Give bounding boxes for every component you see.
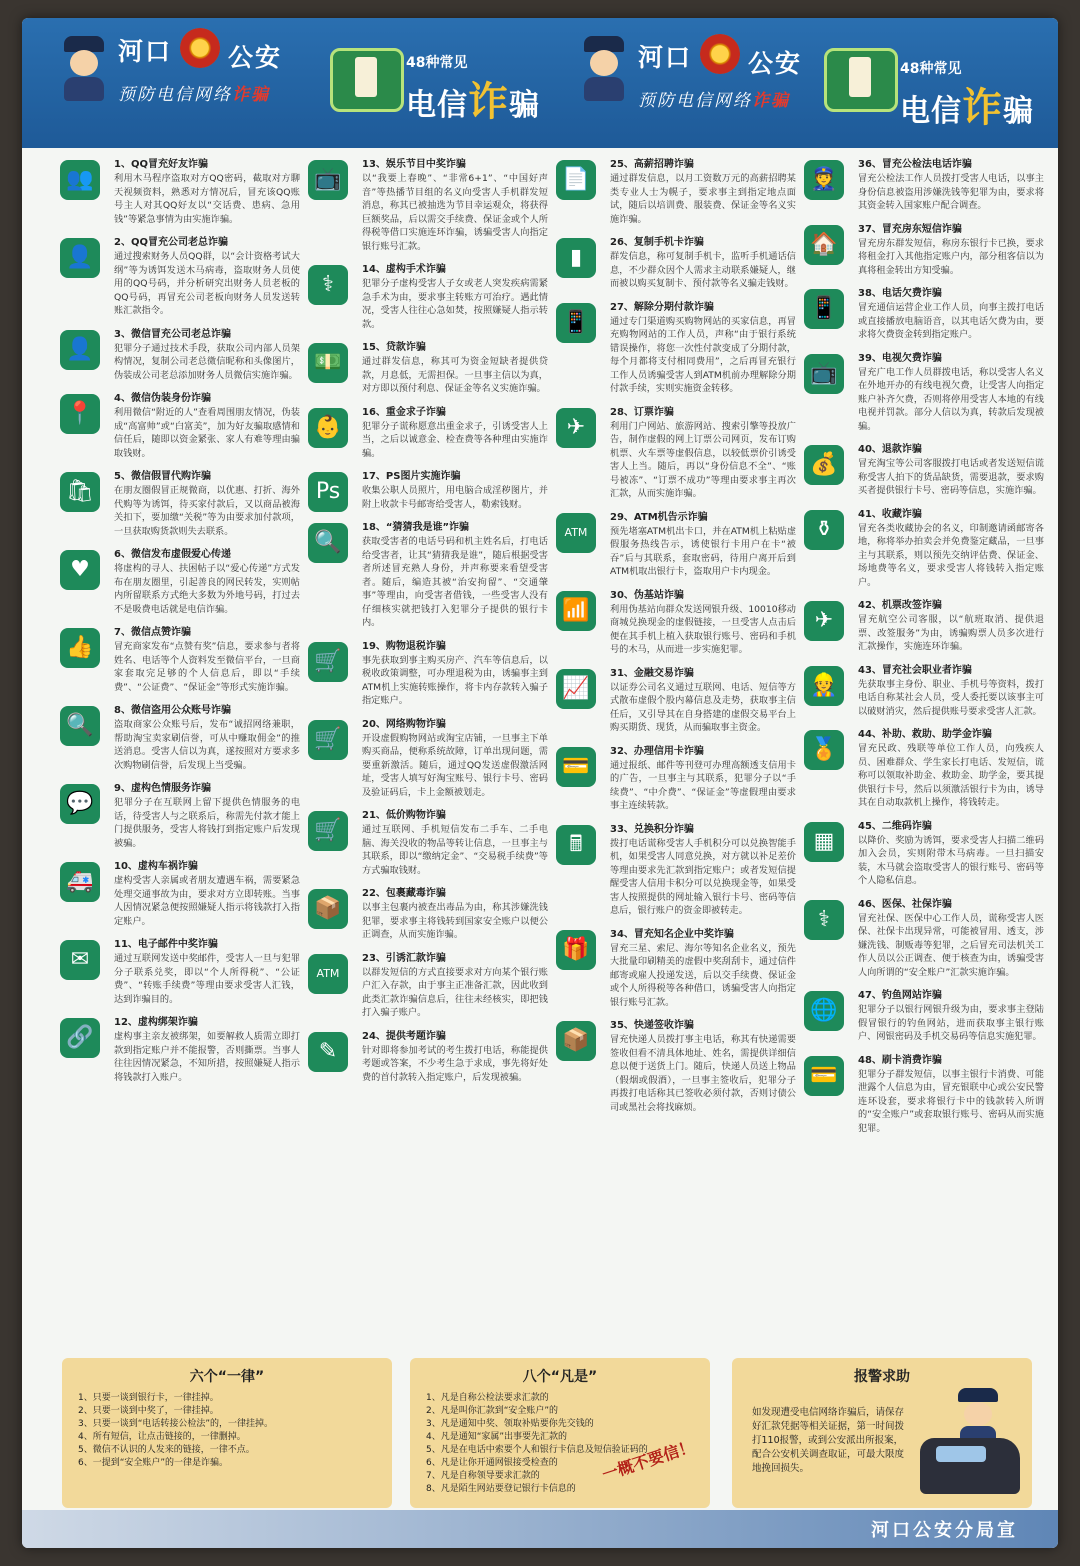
fraud-item: [308, 640, 548, 708]
panel-eight-whenever-title: 八个“凡是”: [522, 1369, 598, 1385]
mobile-icon: 📱: [804, 289, 844, 329]
people-icon: 👥: [60, 160, 100, 200]
fraud-item-title: 47、钓鱼网站诈骗: [858, 990, 942, 1001]
list-item: 3、只要一谈到“电话转接公检法”的，一律挂掉。: [78, 1419, 274, 1429]
search-icon: 🔍: [60, 706, 100, 746]
package-icon: 📦: [308, 889, 348, 929]
header-title-right: [824, 28, 1054, 138]
fraud-item-title: 29、ATM机告示诈骗: [610, 511, 708, 523]
fraud-item: [60, 158, 300, 226]
gift-icon: 🎁: [556, 930, 596, 970]
qrcode-icon: ▦: [804, 822, 844, 862]
header-police-brand-left: [62, 28, 342, 138]
poster-header: [22, 18, 1058, 148]
fraud-item-title: 16、重金求子诈骗: [362, 406, 446, 418]
cv-icon: 📄: [556, 160, 596, 200]
header-main-title: 电信诈骗: [406, 78, 540, 125]
fraud-item: [556, 745, 796, 813]
fraud-item-desc: 通过互联网发送中奖邮件，受害人一旦与犯罪分子联系兑奖，即以“个人所得税”、“公证费”、“转账手续费”等理由要求受害人汇钱，达到诈骗目的。: [114, 953, 300, 1005]
fraud-item-title: 21、低价购物诈骗: [362, 810, 446, 821]
fraud-item-title: 6、微信发布虚假爱心传递: [114, 549, 231, 560]
fraud-item-title: 31、金融交易诈骗: [610, 667, 694, 679]
fraud-item: [60, 236, 300, 318]
fraud-item-desc: 利用微信“附近的人”查看周围朋友情况，伪装成“高富帅”或“白富美”，加为好友骗取感情和信任后，随即以资金紧张、家人有难等理由骗取钱财。: [114, 407, 300, 459]
fraud-item-desc: 以“我要上春晚”、“非常6+1”、“中国好声音”等热播节目组的名义向受害人手机群发短消息，称其已被抽选为节目幸运观众，将获得巨额奖品，后以需交手续费、保证金或个人所得税等借口实施连环诈骗，诱骗受害人向指定银行账号汇款。: [362, 173, 548, 252]
stethoscope-icon: ⚕: [308, 265, 348, 305]
fraud-item-title: 35、快递签收诈骗: [610, 1020, 694, 1031]
fraud-item-desc: 冒充公检法工作人员拨打受害人电话，以事主身份信息被盗用涉嫌洗钱等犯罪为由，要求将其资金转入国家账户配合调查。: [858, 173, 1044, 211]
fraud-item-desc: 先获取事主身份、职业、手机号等资料，拨打电话自称某社会人员，受人委托要以该事主可以破财消灾，然后提供账号要求受害人汇款。: [858, 678, 1044, 717]
never-trust-stamp: 一概不要信！: [599, 1436, 697, 1485]
fraud-item: [60, 470, 300, 538]
thumb-icon: 👍: [60, 628, 100, 668]
person-icon: 👤: [60, 238, 100, 278]
fraud-item: [60, 938, 300, 1006]
location-icon: 📍: [60, 394, 100, 434]
moneybag-icon: 💰: [804, 445, 844, 485]
fraud-item: [556, 589, 796, 657]
fraud-item: [556, 928, 796, 1010]
fraud-item: [308, 521, 548, 630]
fraud-item-desc: 虚构事主亲友被绑架，如要解救人质需立即打款到指定账户并不能报警，否则撕票。当事人往往因情况紧急，不知所措，按照嫌疑人指示将钱款打入账户。: [114, 1031, 300, 1083]
fraud-item-desc: 在朋友圈假冒正规微商，以优惠、打折、海外代购等为诱饵，待买家付款后，又以商品被海关扣下，要加缴“关税”等为由要求加付款项，一旦获取购货款则失去联系。: [114, 485, 300, 537]
fraud-item: [556, 301, 796, 396]
fraud-item-desc: 通过群发信息，称其可为资金短缺者提供贷款，月息低，无需担保。一旦事主信以为真，对方即以预付利息、保证金等名义实施诈骗。: [362, 356, 548, 394]
fraud-item-title: 26、复制手机卡诈骗: [610, 237, 704, 248]
calculator-icon: 🖩: [556, 825, 596, 865]
fraud-item-desc: 以证券公司名义通过互联网、电话、短信等方式散布虚假个股内幕信息及走势，获取事主信任后，又引导其在自身搭建的虚假交易平台上购买期货、现货，从而骗取事主资金。: [610, 681, 796, 733]
list-item: 4、所有短信，让点击链接的，一律删掉。: [78, 1432, 246, 1442]
list-item: 6、凡是让你开通网银接受检查的: [426, 1458, 558, 1468]
fraud-item: [308, 470, 548, 511]
fraud-item-desc: 犯罪分子在互联网上留下提供色情服务的电话，待受害人与之联系后，称需先付款才能上门提供服务，受害人将钱打到指定账户后发现被骗。: [114, 797, 300, 849]
fraud-item: [60, 704, 300, 772]
fraud-item-desc: 犯罪分子虚构受害人子女或老人突发疾病需紧急手术为由，要求事主转账方可治疗。遇此情况，受害人往往心急如焚，按照嫌疑人指示转款。: [362, 278, 548, 330]
fraud-item-title: 7、微信点赞诈骗: [114, 627, 191, 638]
heart-icon: ♥: [60, 550, 100, 590]
fraud-item-title: 12、虚构绑架诈骗: [114, 1017, 198, 1028]
list-item: 1、凡是自称公检法要求汇款的: [426, 1393, 549, 1403]
fraud-item-desc: 利用门户网站、旅游网站、搜索引擎等投放广告，制作虚假的网上订票公司网页，发布订购机票、火车票等虚假信息，以较低票价引诱受害人上当。随后，再以“身份信息不全”、“账号被冻”、“订票不成功”等理由要求事主再次汇款，从而实施诈骗。: [610, 420, 796, 499]
fraud-item-title: 17、PS图片实施诈骗: [362, 471, 461, 482]
fraud-item-title: 3、微信冒充公司老总诈骗: [114, 328, 231, 340]
poster-footer: [22, 1510, 1058, 1548]
fraud-item-desc: 冒充社保、医保中心工作人员，谎称受害人医保、社保卡出现异常，可能被冒用、透支，涉嫌洗钱、制贩毒等犯罪，之后冒充司法机关工作人员以公正调查、便于核查为由，诱骗受害人向所谓的“安全账户”汇款实施诈骗。: [858, 912, 1044, 978]
fraud-item: [556, 158, 796, 226]
cart-icon: 🛒: [308, 811, 348, 851]
fraud-item-title: 24、提供考题诈骗: [362, 1030, 446, 1042]
panel-report-help: [732, 1358, 1032, 1508]
fraud-item-desc: 通过搜索财务人员QQ群，以“会计资格考试大纲”等为诱饵发送木马病毒，盗取财务人员使用的QQ号码，并分析研究出财务人员老板的QQ号码，再冒充公司老板向财务人员发送转账汇款指令。: [114, 251, 300, 316]
fraud-item-title: 34、冒充知名企业中奖诈骗: [610, 928, 734, 940]
fraud-item-title: 4、微信伪装身份诈骗: [114, 393, 211, 404]
fraud-item-title: 20、网络购物诈骗: [362, 718, 446, 730]
fraud-item: [308, 887, 548, 942]
fraud-item: [60, 392, 300, 460]
fraud-item: [308, 1030, 548, 1085]
phone-money-icon: 📱: [556, 303, 596, 343]
fraud-item-desc: 获取受害者的电话号码和机主姓名后，打电话给受害者，让其“猜猜我是谁”，随后根据受害者所述冒充熟人身份，并声称要来看望受害者。随后，编造其被“治安拘留”、“交通肇事”等理由，向受害者借钱，一些受害人没有仔细核实就把钱打入犯罪分子提供的银行卡内。: [362, 536, 548, 628]
medal-icon: 🏅: [804, 730, 844, 770]
list-item: 6、一提到“安全账户”的一律是诈骗。: [78, 1458, 229, 1468]
link-icon: 🔗: [60, 1018, 100, 1058]
fraud-item: [804, 223, 1044, 278]
fraud-item: [60, 782, 300, 850]
fraud-item-desc: 群发信息，称可复制手机卡，监听手机通话信息，不少群众因个人需求主动联系嫌疑人，继而被以购买复制卡、预付款等名义骗走钱财。: [610, 251, 796, 289]
chat-icon: 💬: [60, 784, 100, 824]
truck-icon: 🚑: [60, 862, 100, 902]
tv-icon: 📺: [804, 354, 844, 394]
list-item: 2、只要一谈到中奖了，一律挂掉。: [78, 1406, 219, 1416]
phone-fraud-icon: [824, 48, 898, 112]
card-icon: 💳: [804, 1056, 844, 1096]
fraud-item-title: 32、办理信用卡诈骗: [610, 745, 704, 757]
fraud-item-desc: 冒充广电工作人员群拨电话，称以受害人名义在外地开办的有线电视欠费，让受害人向指定账户补齐欠费，否则将停用受害人本地的有线电视并罚款。部分人信以为真，转款后发现被骗。: [858, 366, 1044, 432]
fraud-item-title: 25、高薪招聘诈骗: [610, 159, 694, 170]
fraud-item-title: 27、解除分期付款诈骗: [610, 301, 714, 313]
fraud-item-desc: 收集公职人员照片，用电脑合成淫秽图片，并附上收款卡号邮寄给受害人，勒索钱财。: [362, 485, 548, 510]
fraud-item: [308, 718, 548, 800]
fraud-item: [556, 823, 796, 918]
brand-hekou: 河口: [118, 37, 173, 66]
fraud-item-title: 15、贷款诈骗: [362, 342, 426, 353]
fraud-item: [804, 287, 1044, 342]
fraud-item-desc: 冒充通信运营企业工作人员，向事主拨打电话或直接播放电脑语音，以其电话欠费为由，要求将欠费资金转到指定账户。: [858, 302, 1044, 340]
fraud-item: [556, 667, 796, 735]
fraud-item-desc: 开设虚假购物网站或淘宝店铺，一旦事主下单购买商品，便称系统故障，订单出现问题，需要重新激活。随后，通过QQ发送虚假激活网址，受害人填写好淘宝账号、银行卡号、密码及验证码后，卡上金额被划走。: [362, 732, 548, 798]
fraud-item-desc: 犯罪分子群发短信，以事主银行卡消费、可能泄露个人信息为由，冒充银联中心或公安民警连环设套，要求将银行卡中的钱款转入所谓的“安全账户”或套取银行账号、密码从而实施犯罪。: [858, 1068, 1044, 1134]
fraud-item-desc: 预先堵塞ATM机出卡口，并在ATM机上粘贴虚假服务热线告示，诱使银行卡用户在卡“被吞”后与其联系，套取密码，待用户离开后到ATM机取出银行卡，盗取用户卡内现金。: [610, 525, 796, 577]
fraud-item: [804, 443, 1044, 498]
fraud-item-title: 13、娱乐节目中奖诈骗: [362, 159, 466, 170]
fraud-types-columns: [60, 158, 1044, 1348]
fraud-item-title: 11、电子邮件中奖诈骗: [114, 939, 218, 950]
ticket-icon: ✈: [556, 408, 596, 448]
house-icon: 🏠: [804, 225, 844, 265]
fraud-item-desc: 盗取商家公众账号后，发布“诚招网络兼职，帮助淘宝卖家刷信誉，可从中赚取佣金”的推送消息。受害人信以为真，遂按照对方要求多次购物刷信誉，后发现上当受骗。: [114, 719, 300, 771]
police-mascot-icon: [62, 36, 106, 106]
list-item: 3、凡是通知中奖、领取补贴要你先交钱的: [426, 1419, 594, 1429]
sim-icon: ▮: [556, 238, 596, 278]
fraud-item: [804, 664, 1044, 719]
fraud-item: [804, 1054, 1044, 1136]
globe-icon: 🌐: [804, 991, 844, 1031]
fraud-item-desc: 冒充淘宝等公司客服拨打电话或者发送短信谎称受害人拍下的货品缺货，需要退款，要求购买者提供银行卡号、密码等信息，实施诈骗。: [858, 458, 1044, 496]
cart-icon: 🛒: [308, 720, 348, 760]
fraud-item-desc: 冒充航空公司客服，以“航班取消、提供退票、改签服务”为由，诱骗购票人员多次进行汇款操作，实施连环诈骗。: [858, 614, 1044, 652]
footer-issuer: 河口公安分局宣: [871, 1520, 1018, 1541]
fraud-item-title: 42、机票改签诈骗: [858, 600, 942, 611]
atm-icon: ATM: [308, 954, 348, 994]
brand-hekou: 河口: [638, 43, 693, 72]
list-item: 1、只要一谈到银行卡，一律挂掉。: [78, 1393, 219, 1403]
fraud-item-title: 8、微信盗用公众账号诈骗: [114, 705, 231, 716]
list-item: 4、凡是通知“家属”出事要先汇款的: [426, 1432, 568, 1442]
header-subtitle: 48种常见: [900, 61, 962, 77]
police-car-icon: [920, 1438, 1020, 1494]
fraud-item-title: 45、二维码诈骗: [858, 820, 932, 832]
panel-six-always-list: [78, 1392, 392, 1470]
list-item: 7、凡是自称领导要求汇款的: [426, 1471, 540, 1481]
fraud-item: [60, 860, 300, 928]
card-icon: 💳: [556, 747, 596, 787]
fraud-item-title: 9、虚构色情服务诈骗: [114, 783, 211, 794]
fraud-item: [804, 989, 1044, 1044]
list-item: 5、微信不认识的人发来的链接，一律不点。: [78, 1445, 255, 1455]
fraud-item-desc: 冒充各类收藏协会的名义，印制邀请函邮寄各地，称将举办拍卖会并免费鉴定藏品，一旦事主与其联系，则以预先交纳评估费、保证金、场地费等名义，要求受害人将钱转入指定账户。: [858, 522, 1044, 588]
tips-panels: [62, 1358, 1022, 1508]
fraud-item-desc: 冒充快递人员拨打事主电话，称其有快递需要签收但看不清具体地址、姓名，需提供详细信息以便于送货上门。随后，快递人员送上物品（假烟或假酒），一旦事主签收后，犯罪分子再拨打电话称其已签收必须付款，否则讨债公司或黑社会将找麻烦。: [610, 1034, 796, 1113]
fraud-item: [804, 599, 1044, 654]
tv-icon: 📺: [308, 160, 348, 200]
brand-gongan: 公安: [748, 49, 803, 78]
header-slogan: 预防电信网络诈骗: [118, 85, 270, 105]
brand-gongan: 公安: [228, 43, 283, 72]
fraud-item-desc: 通过互联网、手机短信发布二手车、二手电脑、海关没收的物品等转让信息，一旦事主与其联系，即以“缴纳定金”、“交易税手续费”等方式骗取钱财。: [362, 824, 548, 876]
fraud-item: [308, 341, 548, 396]
fraud-item-title: 33、兑换积分诈骗: [610, 823, 694, 835]
fraud-item-desc: 事先获取到事主购买房产、汽车等信息后，以税收政策调整，可办理退税为由，诱骗事主到ATM机上实施转账操作，将卡内存款转入骗子指定账户。: [362, 654, 548, 706]
signal-icon: 📶: [556, 591, 596, 631]
fraud-item-desc: 以事主包裹内被查出毒品为由，称其涉嫌洗钱犯罪，要求事主将钱转到国家安全账户以便公正调查，从而实施诈骗。: [362, 902, 548, 940]
fraud-item-desc: 通过专门渠道购买购物网站的买家信息，再冒充购物网站的工作人员，声称“由于银行系统错误操作，将您一次性付款变成了分期付款，每个月都将支付相同费用”，之后再冒充银行工作人员诱骗受害人到ATM机前办理解除分期付款手续，实则实施资金转移。: [610, 315, 796, 394]
fraud-item-desc: 利用木马程序盗取对方QQ密码，截取对方聊天视频资料，熟悉对方情况后，冒充该QQ账号主人对其QQ好友以“交话费、患病、急用钱”等紧急事情为由实施诈骗。: [114, 173, 300, 225]
fraud-item-title: 38、电话欠费诈骗: [858, 288, 942, 299]
fraud-item: [308, 263, 548, 331]
police-emblem-icon: [700, 34, 740, 74]
fraud-item: [308, 952, 548, 1020]
officer-icon: 👮: [804, 160, 844, 200]
fraud-item: [60, 548, 300, 616]
fraud-item: [556, 511, 796, 579]
fraud-item: [804, 508, 1044, 590]
fraud-item: [804, 820, 1044, 888]
fraud-item-title: 23、引诱汇款诈骗: [362, 952, 446, 964]
fraud-item-title: 30、伪基站诈骗: [610, 589, 684, 601]
fraud-item-title: 18、“猜猜我是谁”诈骗: [362, 522, 470, 533]
cart-icon: 🛒: [308, 642, 348, 682]
fraud-item-desc: 将虚构的寻人、扶困帖子以“爱心传递”方式发布在朋友圈里，引起善良的网民转发，实则帖内所留联系方式绝大多数为外地号码，打过去不是吸费电话就是电信诈骗。: [114, 563, 300, 615]
fraud-item-desc: 以降价、奖励为诱饵，要求受害人扫描二维码加入会员，实则附带木马病毒。一旦扫描安装，木马就会盗取受害人的银行账号、密码等个人隐私信息。: [858, 834, 1044, 886]
mail-icon: ✉: [60, 940, 100, 980]
panel-six-always: [62, 1358, 392, 1508]
medical-icon: ⚕: [804, 900, 844, 940]
list-item: 8、凡是陌生网站要登记银行卡信息的: [426, 1484, 576, 1494]
panel-eight-whenever: [410, 1358, 710, 1508]
fraud-item: [60, 1016, 300, 1084]
money-icon: 💵: [308, 343, 348, 383]
fraud-item-desc: 冒充三星、索尼、海尔等知名企业名义，预先大批量印刷精美的虚假中奖刮刮卡，通过信件邮寄或雇人投递发送，后以交手续费、保证金或个人所得税等各种借口，诱骗受害人向指定银行账号汇款。: [610, 942, 796, 1008]
fraud-item-title: 22、包裹藏毒诈骗: [362, 888, 446, 899]
fraud-item-desc: 冒充民政、残联等单位工作人员，向残疾人员、困难群众、学生家长打电话、发短信，谎称可以领取补助金、救助金、助学金，要其提供银行卡号，然后以须激活银行卡为由，诱导其在自动取款机上操作，将钱转走。: [858, 743, 1044, 808]
fraud-item-title: 36、冒充公检法电话诈骗: [858, 159, 972, 170]
baby-icon: 👶: [308, 408, 348, 448]
fraud-item-title: 44、补助、救助、助学金诈骗: [858, 729, 992, 740]
fraud-item-desc: 针对即将参加考试的考生拨打电话，称能提供考题或答案，不少考生急于求成，事先将好处费的首付款转入指定账户，后发现被骗。: [362, 1044, 548, 1083]
fraud-item-title: 14、虚构手术诈骗: [362, 264, 446, 275]
fraud-item: [60, 328, 300, 383]
vase-icon: ⚱: [804, 510, 844, 550]
column-1: [60, 158, 300, 1094]
fraud-item: [308, 809, 548, 877]
atm-icon: ATM: [556, 513, 596, 553]
fraud-item-title: 2、QQ冒充公司老总诈骗: [114, 237, 228, 248]
panel-report-help-title: 报警求助: [854, 1369, 910, 1385]
fraud-item-title: 28、订票诈骗: [610, 406, 674, 418]
header-police-brand-right: [582, 28, 842, 138]
header-title-left: [330, 28, 580, 138]
fraud-item-title: 1、QQ冒充好友诈骗: [114, 159, 208, 170]
fraud-item: [804, 728, 1044, 810]
exam-icon: ✎: [308, 1032, 348, 1072]
fraud-item-title: 40、退款诈骗: [858, 444, 922, 455]
header-main-title: 电信诈骗: [900, 84, 1034, 131]
fraud-item-title: 19、购物退税诈骗: [362, 640, 446, 652]
column-4: [804, 158, 1044, 1145]
fraud-item: [556, 406, 796, 501]
panel-report-help-text: 如发现遭受电信网络诈骗后，请保存好汇款凭据等相关证据，第一时间拨打110报警，或到公安派出所报案，配合公安机关调查取证，可最大限度地挽回损失。: [752, 1407, 905, 1474]
police-mascot-icon: [582, 36, 626, 106]
fraud-item-title: 41、收藏诈骗: [858, 508, 922, 520]
fraud-item-title: 39、电视欠费诈骗: [858, 352, 942, 364]
fraud-item-desc: 虚构受害人亲属或者朋友遭遇车祸，需要紧急处理交通事故为由，要求对方立即转账。当事人因情况紧急便按照嫌疑人指示将钱款打入指定账户。: [114, 875, 300, 927]
column-3: [556, 158, 796, 1124]
list-item: 2、凡是叫你汇款到“安全账户”的: [426, 1406, 559, 1416]
panel-six-always-title: 六个“一律”: [189, 1369, 265, 1385]
delivery-icon: 📦: [556, 1021, 596, 1061]
plane-icon: ✈: [804, 601, 844, 641]
fraud-item-desc: 以群发短信的方式直接要求对方向某个银行账户汇入存款，由于事主正准备汇款，因此收到此类汇款诈骗信息后，往往未经核实，即把钱打入骗子账户。: [362, 966, 548, 1018]
fraud-item: [804, 898, 1044, 980]
fraud-item: [804, 352, 1044, 434]
fraud-item: [60, 626, 300, 694]
header-subtitle: 48种常见: [406, 55, 468, 71]
fraud-item-desc: 犯罪分子通过技术手段，获取公司内部人员架构情况，复制公司老总微信昵称和头像图片，伪装成公司老总添加财务人员微信实施诈骗。: [114, 342, 300, 381]
fraud-item: [308, 158, 548, 253]
worker-icon: 👷: [804, 666, 844, 706]
ps-icon: Ps: [308, 472, 348, 512]
list-item: 5、凡是在电话中索要个人和银行卡信息及短信验证码的: [426, 1445, 648, 1455]
fraud-item-title: 48、刷卡消费诈骗: [858, 1054, 942, 1066]
fraud-item-title: 37、冒充房东短信诈骗: [858, 223, 962, 235]
magnifier-icon: 🔍: [308, 523, 348, 563]
bag-icon: 🛍: [60, 472, 100, 512]
fraud-item-desc: 拨打电话谎称受害人手机积分可以兑换智能手机，如果受害人同意兑换，对方就以补足差价等理由要求先汇款到指定账户；或者发短信提醒受害人信用卡积分可以兑换现金等，如果受害人按照提供的网址输入银行卡号、密码等信息后，银行账户的资金即被转走。: [610, 837, 796, 916]
fraud-item-title: 10、虚构车祸诈骗: [114, 861, 198, 872]
fraud-item: [556, 1019, 796, 1114]
fraud-item-desc: 冒充商家发布“点赞有奖”信息，要求参与者将姓名、电话等个人资料发至微信平台，一旦商家套取完足够的个人信息后，即以“手续费”、“公证费”、“保证金”等形式实施诈骗。: [114, 641, 300, 693]
fraud-item-desc: 犯罪分子以银行网银升级为由，要求事主登陆假冒银行的钓鱼网站，进而获取事主银行账户、网银密码及手机交易码等信息实施犯罪。: [858, 1004, 1044, 1042]
fraud-item-desc: 犯罪分子谎称愿意出重金求子，引诱受害人上当，之后以诚意金、检查费等各种理由实施诈骗。: [362, 420, 548, 459]
police-emblem-icon: [180, 28, 220, 68]
fraud-item: [556, 236, 796, 291]
phone-fraud-icon: [330, 48, 404, 112]
fraud-item: [308, 406, 548, 461]
fraud-item: [804, 158, 1044, 213]
chart-icon: 📈: [556, 669, 596, 709]
header-slogan: 预防电信网络诈骗: [638, 91, 790, 111]
fraud-item-title: 5、微信假冒代购诈骗: [114, 471, 211, 482]
fraud-item-title: 43、冒充社会职业者诈骗: [858, 664, 972, 676]
fraud-item-desc: 利用伪基站向群众发送网银升级、10010移动商城兑换现金的虚假链接，一旦受害人点击后便在其手机上植入获取银行账号、密码和手机号的木马，从而进一步实施犯罪。: [610, 603, 796, 655]
fraud-item-desc: 通过群发信息，以月工资数万元的高薪招聘某类专业人士为幌子，要求事主到指定地点面试，随后以培训费、服装费、保证金等名义实施诈骗。: [610, 173, 796, 225]
person-icon: 👤: [60, 330, 100, 370]
fraud-item-desc: 通过报纸、邮件等刊登可办理高额透支信用卡的广告，一旦事主与其联系，犯罪分子以“手续费”、“中介费”、“保证金”等虚假理由要求事主连续转款。: [610, 759, 796, 811]
column-2: [308, 158, 548, 1094]
fraud-item-title: 46、医保、社保诈骗: [858, 898, 952, 910]
poster: [22, 18, 1058, 1548]
fraud-item-desc: 冒充房东群发短信，称房东银行卡已换，要求将租金打入其他指定账户内，部分租客信以为真将租金转出方知受骗。: [858, 237, 1044, 276]
